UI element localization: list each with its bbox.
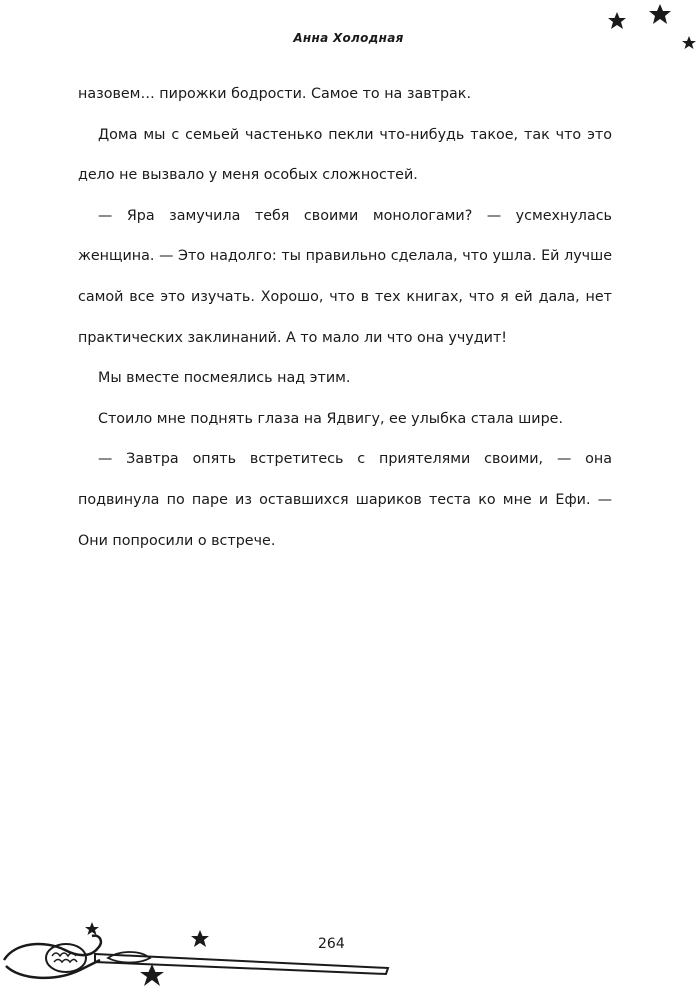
paragraph: назовем… пирожки бодрости. Самое то на завтрак. — [78, 86, 471, 102]
star-icon — [191, 930, 209, 947]
paragraph: Стоило мне поднять глаза на Ядвигу, ее улыбка стала шире. — [98, 410, 564, 427]
paragraph: — Яра замучила тебя своими монологами? — усмехнулась женщина. — Это надолго: ты правильно сделала, что ушла. Ей лучше самой все это изучать. Хорошо, что в тех книгах, что я ей дала, нет практических заклинаний. А то мало ли что она учудит! — [78, 207, 612, 346]
star-icon — [649, 4, 671, 24]
star-icon — [85, 922, 99, 935]
page-header-author: Анна Холодная — [293, 31, 404, 45]
magic-wand-decoration — [0, 910, 400, 994]
paragraph: — Завтра опять встретитесь с приятелями своими, — она подвинула по паре из оставшихся шариков теста ко мне и Ефи. — Они попросили о встрече. — [78, 451, 612, 549]
stars-decoration — [597, 0, 697, 70]
star-icon — [682, 36, 696, 49]
paragraph: Мы вместе посмеялись над этим. — [98, 370, 351, 387]
main-text — [78, 74, 612, 561]
star-icon — [140, 964, 164, 986]
page-number: 264 — [318, 936, 345, 952]
paragraph: Дома мы с семьей частенько пекли что-нибудь такое, так что это дело не вызвало у меня особых сложностей. — [78, 126, 612, 184]
wand-bulb — [46, 944, 86, 972]
wand-stick — [95, 954, 388, 974]
star-icon — [608, 12, 626, 29]
